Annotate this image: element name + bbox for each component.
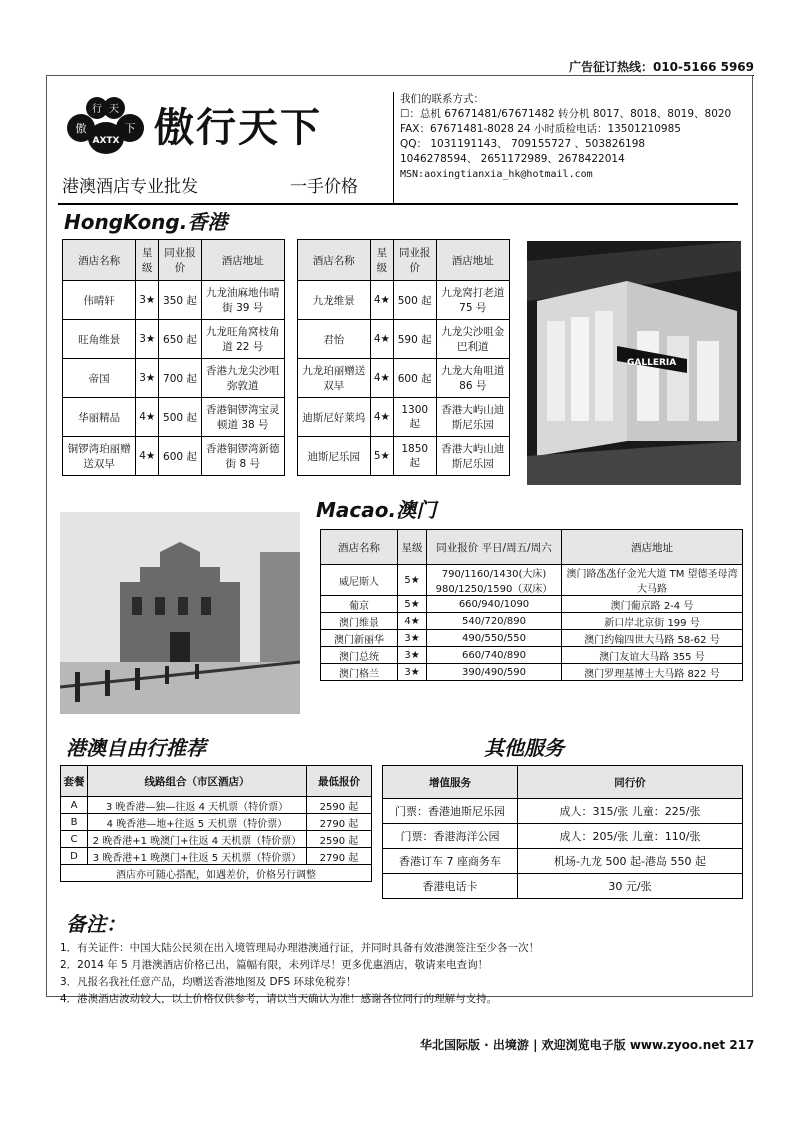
contact-phone: ☐：总机 67671481/67671482 转分机 8017、8018、8019、8020 (400, 108, 732, 120)
brand-underline (58, 203, 738, 205)
contact-fax: FAX：67671481-8028 24 小时质检电话：13501210985 (400, 123, 681, 135)
hotel-name: 葡京 (321, 596, 398, 613)
package-route: 4 晚香港—地+往返 5 天机票（特价票） (88, 814, 307, 831)
contact-qq-2: 1046278594、 2651172989、2678422014 (400, 153, 625, 165)
col-star-2: 星级 (370, 240, 393, 281)
package-code: D (61, 848, 88, 865)
hotel-star: 3★ (398, 664, 427, 681)
hotel-price: 500 起 (393, 281, 436, 320)
other-services-table (382, 765, 743, 899)
hotel-name: 威尼斯人 (321, 565, 398, 596)
brand-subtitle-price: 一手价格 (290, 177, 358, 197)
hotel-name: 旺角维景 (63, 320, 136, 359)
macao-table-row (321, 647, 743, 664)
table-gap (284, 320, 297, 359)
package-code: B (61, 814, 88, 831)
col-address: 酒店地址 (562, 530, 743, 565)
hotel-price: 600 起 (159, 437, 201, 476)
hongkong-table-row (63, 437, 510, 476)
col-hotel-name: 酒店名称 (63, 240, 136, 281)
hotel-name: 华丽精品 (63, 398, 136, 437)
hotel-star: 4★ (370, 320, 393, 359)
col-price-2: 同业报价 (393, 240, 436, 281)
hotel-name: 澳门总统 (321, 647, 398, 664)
hotel-address: 香港铜锣湾新德街 8 号 (201, 437, 284, 476)
col-price: 同业报价 平日/周五/周六 (427, 530, 562, 565)
hotel-star: 5★ (398, 565, 427, 596)
hotel-name: 迪斯尼好莱坞 (297, 398, 370, 437)
hotel-address: 九龙大角咀道 86 号 (436, 359, 509, 398)
hongkong-table-row (63, 281, 510, 320)
hotel-address: 澳门路氹氹仔金光大道 TM 望德圣母湾大马路 (562, 565, 743, 596)
hotel-price: 700 起 (159, 359, 201, 398)
service-name: 香港电话卡 (383, 874, 518, 899)
service-table-row (383, 799, 743, 824)
macao-table-row (321, 664, 743, 681)
contact-heading: 我们的联系方式： (400, 93, 484, 105)
hotel-star: 3★ (136, 359, 159, 398)
hotel-price: 490/550/550 (427, 630, 562, 647)
col-hotel-name: 酒店名称 (321, 530, 398, 565)
hongkong-table-row (63, 398, 510, 437)
hotel-address: 九龙尖沙咀金巴利道 (436, 320, 509, 359)
tour-title: 港澳自由行推荐 (66, 736, 206, 760)
macao-table-row (321, 630, 743, 647)
ruins-st-paul-photo (60, 512, 300, 714)
macao-hotel-table (320, 529, 743, 681)
other-services-title: 其他服务 (484, 736, 564, 760)
col-price: 同业报价 (159, 240, 201, 281)
package-route: 2 晚香港+1 晚澳门+往返 4 天机票（特价票） (88, 831, 307, 848)
package-price: 2590 起 (307, 797, 372, 814)
galleria-sign: GALLERIA (627, 358, 677, 368)
package-route: 3 晚香港+1 晚澳门+往返 5 天机票（特价票） (88, 848, 307, 865)
svg-text:天: 天 (109, 104, 119, 115)
hotel-address: 九龙窝打老道 75 号 (436, 281, 509, 320)
col-route: 线路组合（市区酒店） (88, 766, 307, 797)
hotel-price: 790/1160/1430(大床) 980/1250/1590（双床） (427, 565, 562, 596)
table-gap (284, 437, 297, 476)
hotel-address: 澳门葡京路 2-4 号 (562, 596, 743, 613)
hotel-price: 600 起 (393, 359, 436, 398)
page-footer: 华北国际版 · 出境游 | 欢迎浏览电子版 www.zyoo.net 217 (420, 1038, 755, 1052)
note-item: 4．港澳酒店波动较大，以上价格仅供参考，请以当天确认为准！感谢各位同行的理解与支持。 (60, 993, 498, 1005)
hotel-address: 香港九龙尖沙咀弥敦道 (201, 359, 284, 398)
hotel-address: 新口岸北京街 199 号 (562, 613, 743, 630)
ad-hotline: 广告征订热线：010-5166 5969 (568, 60, 754, 74)
col-hotel-name-2: 酒店名称 (297, 240, 370, 281)
note-item: 1．有关证件：中国大陆公民须在出入境管理局办理港澳通行证，并同时具备有效港澳签注至少各一次！ (60, 942, 540, 954)
hotel-star: 4★ (136, 437, 159, 476)
galleria-store-photo (527, 241, 741, 485)
service-table-row (383, 874, 743, 899)
hotel-star: 4★ (370, 281, 393, 320)
hotel-star: 4★ (370, 359, 393, 398)
hotel-price: 660/740/890 (427, 647, 562, 664)
service-table-row (383, 824, 743, 849)
hotel-name: 澳门格兰 (321, 664, 398, 681)
col-star: 星级 (136, 240, 159, 281)
svg-text:行: 行 (92, 104, 102, 115)
table-gap (284, 359, 297, 398)
package-code: C (61, 831, 88, 848)
hotel-star: 4★ (370, 398, 393, 437)
tour-table-row (61, 848, 372, 865)
hotel-name: 伟晴轩 (63, 281, 136, 320)
hotel-price: 390/490/590 (427, 664, 562, 681)
service-name: 香港订车 7 座商务车 (383, 849, 518, 874)
table-gap (284, 398, 297, 437)
package-price: 2790 起 (307, 848, 372, 865)
hotel-name: 铜锣湾珀丽赠送双早 (63, 437, 136, 476)
hotel-star: 3★ (136, 281, 159, 320)
macao-table-row (321, 596, 743, 613)
hotel-price: 590 起 (393, 320, 436, 359)
hotel-star: 3★ (398, 647, 427, 664)
hotel-address: 香港铜锣湾宝灵顿道 38 号 (201, 398, 284, 437)
contact-qq: QQ： 1031191143、 709155727 、503826198 (400, 138, 646, 150)
hotel-address: 澳门友谊大马路 355 号 (562, 647, 743, 664)
hongkong-title: HongKong.香港 (64, 210, 228, 234)
hotel-star: 4★ (398, 613, 427, 630)
macao-table-row (321, 565, 743, 596)
tour-footnote: 酒店亦可随心搭配，如遇差价，价格另行调整 (61, 865, 372, 882)
hotel-price: 540/720/890 (427, 613, 562, 630)
hotel-star: 5★ (370, 437, 393, 476)
col-service: 增值服务 (383, 766, 518, 799)
service-name: 门票：香港海洋公园 (383, 824, 518, 849)
hotel-price: 350 起 (159, 281, 201, 320)
hotel-name: 迪斯尼乐园 (297, 437, 370, 476)
table-gap (284, 281, 297, 320)
hongkong-hotel-table (62, 239, 510, 476)
service-table-row (383, 849, 743, 874)
tour-table-row (61, 797, 372, 814)
hongkong-table-row (63, 320, 510, 359)
tour-table-row (61, 814, 372, 831)
service-price: 机场-九龙 500 起-港岛 550 起 (518, 849, 743, 874)
service-price: 30 元/张 (518, 874, 743, 899)
hotel-price: 1850 起 (393, 437, 436, 476)
hotel-name: 帝国 (63, 359, 136, 398)
hotel-price: 1300 起 (393, 398, 436, 437)
service-price: 成人：315/张 儿童：225/张 (518, 799, 743, 824)
notes-title: 备注： (66, 912, 126, 936)
brand-title: 傲行天下 (154, 104, 322, 151)
package-price: 2590 起 (307, 831, 372, 848)
note-item: 2．2014 年 5 月港澳酒店价格已出，篇幅有限，未列详尽！更多优惠酒店，敬请来电查询！ (60, 959, 489, 971)
hotel-name: 九龙珀丽赠送双早 (297, 359, 370, 398)
service-name: 门票：香港迪斯尼乐园 (383, 799, 518, 824)
hotel-address: 澳门约翰四世大马路 58-62 号 (562, 630, 743, 647)
hotel-name: 君怡 (297, 320, 370, 359)
macao-table-row (321, 613, 743, 630)
package-code: A (61, 797, 88, 814)
hotel-price: 650 起 (159, 320, 201, 359)
hotel-star: 3★ (398, 630, 427, 647)
hotel-star: 3★ (136, 320, 159, 359)
package-route: 3 晚香港—独—往返 4 天机票（特价票） (88, 797, 307, 814)
brand-block (58, 90, 378, 202)
contact-info (393, 92, 745, 204)
hotel-address: 香港大屿山迪斯尼乐园 (436, 398, 509, 437)
hotel-name: 澳门维景 (321, 613, 398, 630)
hotel-price: 500 起 (159, 398, 201, 437)
hotel-name: 九龙维景 (297, 281, 370, 320)
svg-text:下: 下 (124, 122, 136, 135)
macao-title: Macao.澳门 (316, 498, 437, 522)
hotel-name: 澳门新丽华 (321, 630, 398, 647)
col-address: 酒店地址 (201, 240, 284, 281)
hotel-star: 5★ (398, 596, 427, 613)
col-package: 套餐 (61, 766, 88, 797)
notes-list (60, 940, 740, 1008)
hongkong-table-row (63, 359, 510, 398)
hotel-address: 九龙旺角窝枝角道 22 号 (201, 320, 284, 359)
hotel-price: 660/940/1090 (427, 596, 562, 613)
hotel-address: 九龙油麻地伟晴街 39 号 (201, 281, 284, 320)
package-price: 2790 起 (307, 814, 372, 831)
hotel-star: 4★ (136, 398, 159, 437)
hotel-address: 澳门罗理基博士大马路 822 号 (562, 664, 743, 681)
brand-subtitle: 港澳酒店专业批发 (62, 177, 198, 197)
note-item: 3．凡报名我社任意产品，均赠送香港地图及 DFS 环球免税券！ (60, 976, 357, 988)
tour-package-table (60, 765, 372, 882)
col-address-2: 酒店地址 (436, 240, 509, 281)
brand-logo (64, 94, 144, 154)
contact-msn[interactable]: MSN:aoxingtianxia_hk@hotmail.com (400, 169, 593, 180)
col-min-price: 最低报价 (307, 766, 372, 797)
tour-table-row (61, 831, 372, 848)
hotel-address: 香港大屿山迪斯尼乐园 (436, 437, 509, 476)
svg-text:傲: 傲 (75, 122, 87, 135)
col-peer-price: 同行价 (518, 766, 743, 799)
svg-text:AXTX: AXTX (92, 136, 120, 146)
service-price: 成人：205/张 儿童：110/张 (518, 824, 743, 849)
col-star: 星级 (398, 530, 427, 565)
